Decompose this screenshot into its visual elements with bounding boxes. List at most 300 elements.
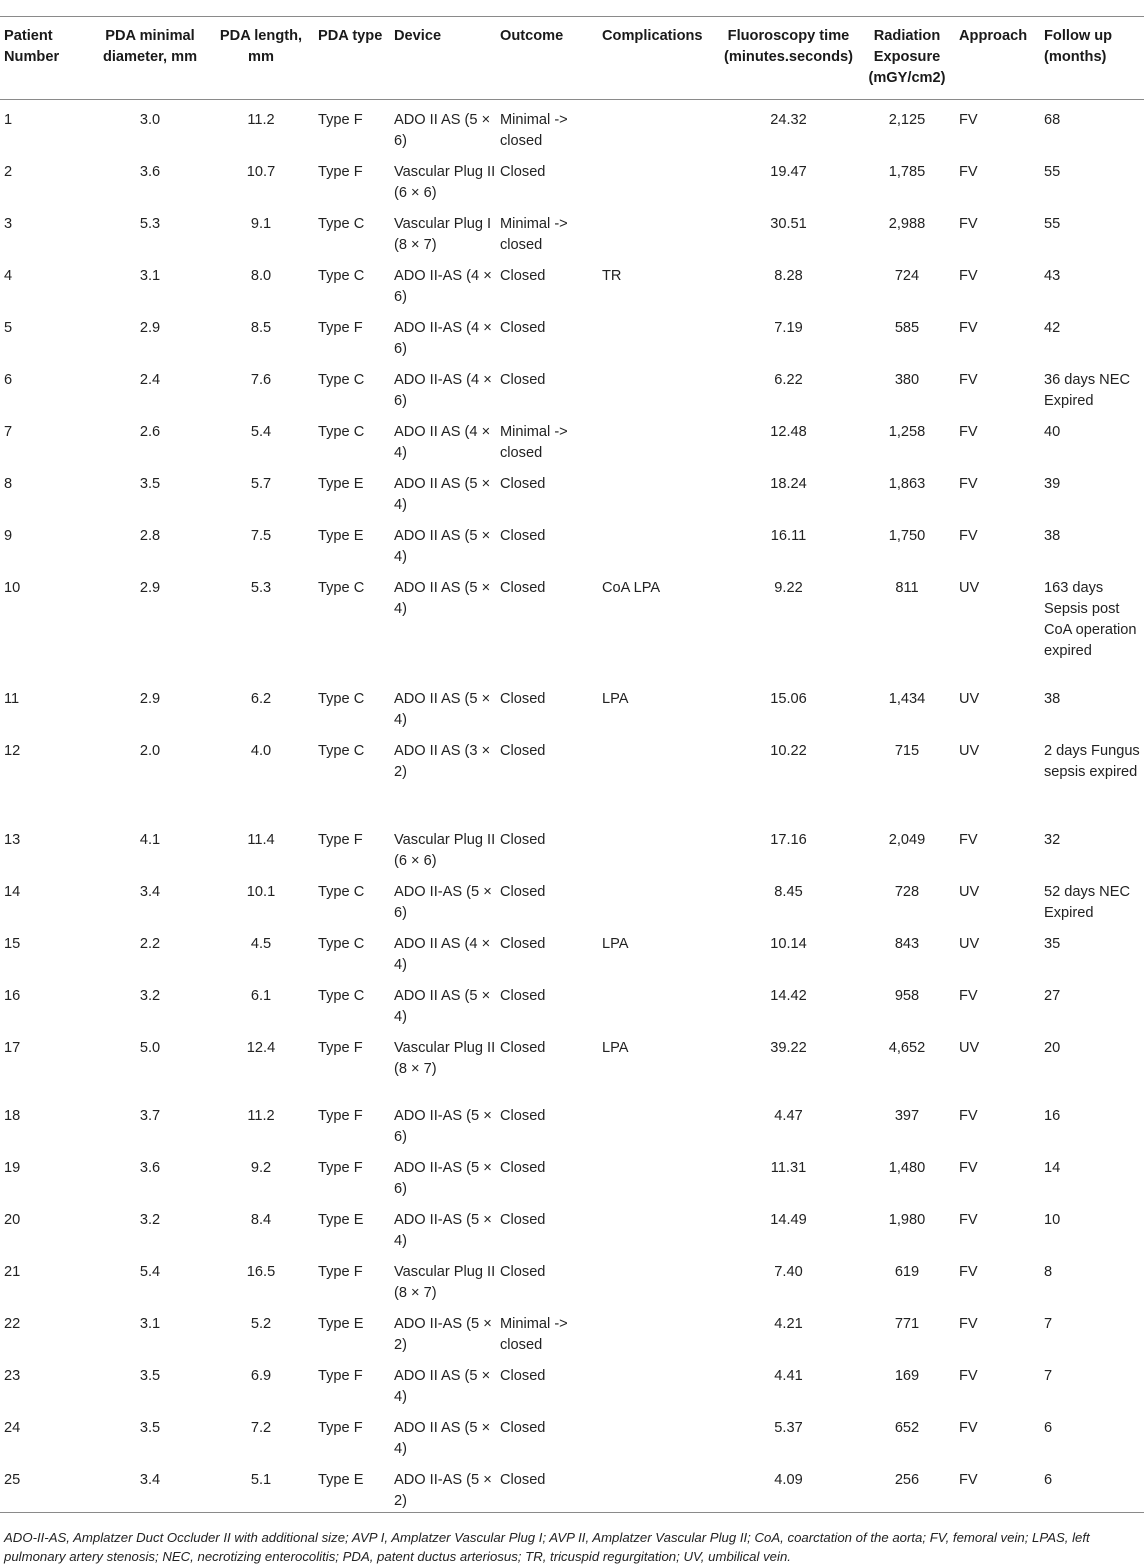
cell-outcome: Minimal -> closed <box>500 216 568 253</box>
cell-approach: FV <box>959 1367 978 1384</box>
cell-complications <box>598 1356 718 1408</box>
table-row <box>0 679 1144 731</box>
cell-outcome: Closed <box>496 1460 598 1513</box>
cell-fluoroscopy-time: 7.40 <box>774 1263 803 1280</box>
cell-fluoroscopy-time: 9.22 <box>774 580 803 596</box>
table-row <box>0 1096 1144 1148</box>
cell-fluoroscopy-time: 8.28 <box>774 268 803 284</box>
cell-radiation-exposure: 2,988 <box>888 216 926 232</box>
cell-approach: FV <box>959 1159 978 1176</box>
cell-device: ADO II AS (5 × 6) <box>394 112 491 149</box>
cell-pda-length: 5.1 <box>208 1460 314 1513</box>
cell-device: ADO II AS (5 × 4) <box>394 580 491 617</box>
cell-patient-number: 14 <box>4 883 21 900</box>
cell-patient-number: 11 <box>4 690 20 707</box>
cell-device: ADO II-AS (4 × 6) <box>394 320 492 357</box>
cell-fluoroscopy-time: 30.51 <box>770 216 807 232</box>
cell-patient-number: 2 <box>4 164 13 180</box>
cell-pda-type: Type E <box>318 528 364 544</box>
cell-patient-number: 21 <box>4 1263 21 1280</box>
cell-pda-min-diameter: 2.9 <box>139 690 161 707</box>
cell-pda-length: 6.9 <box>250 1367 272 1384</box>
cell-pda-length: 7.5 <box>250 528 272 544</box>
cell-pda-type: Type C <box>318 987 365 1004</box>
cell-pda-min-diameter: 3.5 <box>139 1367 161 1384</box>
cell-pda-min-diameter: 3.4 <box>139 883 161 900</box>
cell-approach: FV <box>959 268 978 284</box>
cell-follow-up: 20 <box>1044 1039 1061 1056</box>
cell-radiation-exposure: 2,125 <box>888 112 926 128</box>
header-radiation-exposure: Radiation Exposure (mGY/cm2) <box>859 17 955 100</box>
table-row <box>0 924 1144 976</box>
cell-complications <box>598 872 718 924</box>
cell-pda-length: 11.2 <box>247 112 275 128</box>
cell-outcome: Closed <box>500 1039 546 1056</box>
cell-patient-number: 5 <box>4 320 13 336</box>
cell-pda-min-diameter: 3.2 <box>139 987 161 1004</box>
cell-complications <box>598 308 718 360</box>
cell-radiation-exposure: 256 <box>859 1460 955 1513</box>
cell-pda-min-diameter: 3.1 <box>139 1315 161 1332</box>
cell-fluoroscopy-time: 19.47 <box>770 164 807 180</box>
cell-approach: UV <box>959 1039 980 1056</box>
cell-pda-type: Type C <box>318 216 365 232</box>
header-outcome: Outcome <box>496 17 598 100</box>
cell-pda-min-diameter: 2.0 <box>139 742 161 759</box>
cell-device: Vascular Plug II (6 × 6) <box>394 831 496 869</box>
cell-patient-number: 22 <box>4 1315 21 1332</box>
cell-complications: LPA <box>602 935 629 952</box>
cell-fluoroscopy-time: 4.09 <box>718 1460 859 1513</box>
cell-pda-min-diameter: 3.5 <box>139 476 161 492</box>
cell-radiation-exposure: 652 <box>894 1419 920 1436</box>
table-row <box>0 256 1144 308</box>
cell-approach: UV <box>959 883 980 900</box>
cell-fluoroscopy-time: 6.22 <box>774 372 803 388</box>
cell-pda-length: 5.2 <box>250 1315 272 1332</box>
cell-pda-min-diameter: 4.1 <box>139 831 161 848</box>
table-row <box>0 308 1144 360</box>
cell-approach: FV <box>959 112 978 128</box>
cell-approach: FV <box>959 216 978 232</box>
cell-pda-min-diameter: 2.8 <box>139 528 161 544</box>
cell-follow-up: 35 <box>1044 935 1061 952</box>
cell-pda-type: Type F <box>318 1159 363 1176</box>
table-row <box>0 464 1144 516</box>
cell-pda-min-diameter: 2.2 <box>139 935 161 952</box>
cell-pda-type: Type C <box>318 424 365 440</box>
cell-patient-number: 19 <box>4 1159 21 1176</box>
cell-approach: UV <box>959 690 980 707</box>
cell-pda-length: 11.4 <box>247 831 275 848</box>
cell-approach: FV <box>955 1460 1040 1513</box>
table-row <box>0 1252 1144 1304</box>
cell-complications <box>598 100 718 153</box>
cell-approach: FV <box>959 320 978 336</box>
cell-outcome: Closed <box>500 1159 546 1176</box>
cell-pda-min-diameter: 3.6 <box>139 164 161 180</box>
cell-approach: FV <box>959 987 978 1004</box>
cell-device: ADO II-AS (5 × 6) <box>394 883 492 921</box>
cell-fluoroscopy-time: 17.16 <box>770 831 807 848</box>
cell-fluoroscopy-time: 4.41 <box>774 1367 803 1384</box>
cell-pda-type: Type F <box>318 112 363 128</box>
cell-follow-up: 42 <box>1044 320 1061 336</box>
cell-complications: LPA <box>602 1039 629 1056</box>
cell-patient-number: 7 <box>4 424 13 440</box>
cell-pda-length: 16.5 <box>246 1263 276 1280</box>
cell-device: ADO II-AS (4 × 6) <box>394 268 492 305</box>
table-row <box>0 204 1144 256</box>
cell-radiation-exposure: 1,480 <box>888 1159 926 1176</box>
header-complications: Complications <box>598 17 718 100</box>
table-row <box>0 872 1144 924</box>
cell-radiation-exposure: 958 <box>894 987 920 1004</box>
cell-patient-number: 25 <box>0 1460 92 1513</box>
cell-fluoroscopy-time: 18.24 <box>770 476 807 492</box>
cell-pda-type: Type C <box>318 372 365 388</box>
cell-radiation-exposure: 724 <box>894 268 920 284</box>
cell-patient-number: 24 <box>4 1419 21 1436</box>
cell-patient-number: 17 <box>4 1039 21 1056</box>
cell-complications <box>598 1408 718 1460</box>
header-fluoroscopy-time: Fluoroscopy time (minutes.seconds) <box>718 17 859 100</box>
header-approach: Approach <box>955 17 1040 100</box>
cell-complications <box>598 1252 718 1304</box>
table-row <box>0 1460 1144 1513</box>
cell-fluoroscopy-time: 4.21 <box>774 1315 803 1332</box>
cell-pda-length: 11.2 <box>247 1107 275 1124</box>
cell-outcome: Closed <box>500 528 546 544</box>
cell-outcome: Closed <box>500 935 546 952</box>
cell-follow-up: 14 <box>1044 1159 1061 1176</box>
cell-pda-length: 8.4 <box>250 1211 272 1228</box>
cell-follow-up: 16 <box>1044 1107 1061 1124</box>
cell-patient-number: 10 <box>4 580 21 596</box>
cell-pda-type: Type E <box>318 1211 364 1228</box>
cell-radiation-exposure: 1,863 <box>888 476 926 492</box>
cell-patient-number: 12 <box>4 742 21 759</box>
cell-complications <box>598 204 718 256</box>
cell-follow-up: 6 <box>1044 1419 1053 1436</box>
cell-pda-length: 9.1 <box>250 216 272 232</box>
header-device: Device <box>390 17 496 100</box>
cell-pda-type: Type C <box>318 935 365 952</box>
table-body <box>0 100 1144 1513</box>
cell-outcome: Closed <box>500 320 546 336</box>
cell-device: Vascular Plug I (8 × 7) <box>394 216 492 253</box>
cell-outcome: Closed <box>500 372 546 388</box>
cell-device: ADO II AS (5 × 4) <box>394 987 491 1025</box>
cell-pda-length: 7.6 <box>250 372 272 388</box>
cell-device: ADO II AS (4 × 4) <box>394 935 491 973</box>
cell-radiation-exposure: 1,980 <box>888 1211 926 1228</box>
header-pda-length: PDA length, mm <box>208 17 314 100</box>
cell-outcome: Closed <box>500 476 546 492</box>
table-row <box>0 412 1144 464</box>
cell-outcome: Closed <box>500 1263 546 1280</box>
cell-follow-up: 55 <box>1044 216 1061 232</box>
cell-fluoroscopy-time: 7.19 <box>774 320 803 336</box>
cell-radiation-exposure: 2,049 <box>888 831 926 848</box>
table-row <box>0 976 1144 1028</box>
cell-pda-type: Type F <box>318 1367 363 1384</box>
cell-pda-type: Type F <box>318 1107 363 1124</box>
cell-approach: FV <box>959 476 978 492</box>
cell-device: ADO II-AS (5 × 6) <box>394 1107 492 1145</box>
cell-pda-type: Type C <box>318 883 365 900</box>
cell-follow-up: 6 <box>1040 1460 1144 1513</box>
cell-pda-min-diameter: 2.9 <box>139 320 161 336</box>
cell-complications <box>598 1096 718 1148</box>
cell-approach: UV <box>959 935 980 952</box>
cell-fluoroscopy-time: 5.37 <box>774 1419 803 1436</box>
cell-approach: FV <box>959 1419 978 1436</box>
cell-approach: FV <box>959 1211 978 1228</box>
cell-pda-type: Type C <box>318 690 365 707</box>
cell-approach: FV <box>959 424 978 440</box>
cell-pda-length: 5.3 <box>250 580 272 596</box>
cell-device: ADO II AS (5 × 4) <box>394 528 491 565</box>
cell-pda-length: 12.4 <box>246 1039 276 1056</box>
cell-follow-up: 10 <box>1044 1211 1061 1228</box>
cell-patient-number: 16 <box>4 987 21 1004</box>
cell-approach: FV <box>959 1263 978 1280</box>
table-row <box>0 568 1144 679</box>
footnote-row <box>0 1512 1144 1566</box>
cell-approach: UV <box>959 580 980 596</box>
cell-device: ADO II-AS (5 × 2) <box>394 1315 492 1353</box>
cell-patient-number: 13 <box>4 831 21 848</box>
cell-device: Vascular Plug II (8 × 7) <box>394 1039 496 1077</box>
cell-patient-number: 23 <box>4 1367 21 1384</box>
cell-pda-min-diameter: 2.6 <box>139 424 161 440</box>
cell-complications <box>598 1460 718 1513</box>
cell-device: ADO II-AS (4 × 6) <box>394 372 492 409</box>
table-row <box>0 1148 1144 1200</box>
cell-complications <box>598 976 718 1028</box>
cell-fluoroscopy-time: 11.31 <box>770 1159 807 1176</box>
cell-complications <box>598 412 718 464</box>
cell-radiation-exposure: 715 <box>894 742 920 759</box>
cell-device: ADO II-AS (5 × 2) <box>390 1460 496 1513</box>
header-follow-up: Follow up (months) <box>1040 17 1144 100</box>
cell-device: Vascular Plug II (8 × 7) <box>394 1263 496 1301</box>
cell-device: ADO II AS (5 × 4) <box>394 1367 491 1405</box>
cell-radiation-exposure: 1,785 <box>888 164 926 180</box>
table-row <box>0 516 1144 568</box>
cell-pda-min-diameter: 3.6 <box>139 1159 161 1176</box>
cell-follow-up: 7 <box>1044 1315 1053 1332</box>
table-row <box>0 100 1144 153</box>
cell-radiation-exposure: 619 <box>894 1263 920 1280</box>
cell-fluoroscopy-time: 14.42 <box>770 987 807 1004</box>
cell-pda-min-diameter: 2.4 <box>139 372 161 388</box>
cell-pda-length: 7.2 <box>250 1419 272 1436</box>
cell-complications: TR <box>602 268 622 284</box>
cell-approach: FV <box>959 1107 978 1124</box>
cell-fluoroscopy-time: 12.48 <box>770 424 807 440</box>
cell-outcome: Closed <box>500 1211 546 1228</box>
cell-fluoroscopy-time: 10.14 <box>770 935 807 952</box>
cell-pda-min-diameter: 3.4 <box>92 1460 208 1513</box>
patient-table <box>0 17 1144 1566</box>
table-row <box>0 1356 1144 1408</box>
cell-pda-length: 6.2 <box>250 690 272 707</box>
cell-radiation-exposure: 4,652 <box>888 1039 926 1056</box>
cell-fluoroscopy-time: 8.45 <box>774 883 803 900</box>
cell-approach: FV <box>959 528 978 544</box>
cell-radiation-exposure: 728 <box>894 883 920 900</box>
cell-complications <box>598 516 718 568</box>
cell-pda-type: Type F <box>318 831 363 848</box>
cell-radiation-exposure: 585 <box>894 320 920 336</box>
table-row <box>0 1028 1144 1096</box>
cell-complications <box>598 1304 718 1356</box>
cell-device: ADO II AS (5 × 4) <box>394 476 491 513</box>
cell-outcome: Closed <box>500 1419 546 1436</box>
cell-device: ADO II AS (4 × 4) <box>394 424 491 461</box>
table-row <box>0 731 1144 820</box>
cell-device: ADO II-AS (5 × 4) <box>394 1211 492 1249</box>
cell-fluoroscopy-time: 15.06 <box>770 690 807 707</box>
cell-device: ADO II-AS (5 × 6) <box>394 1159 492 1197</box>
cell-follow-up: 52 days NEC Expired <box>1044 883 1130 921</box>
cell-follow-up: 7 <box>1044 1367 1053 1384</box>
cell-fluoroscopy-time: 4.47 <box>774 1107 803 1124</box>
cell-outcome: Closed <box>500 690 546 707</box>
cell-follow-up: 39 <box>1044 476 1061 492</box>
cell-outcome: Closed <box>500 268 546 284</box>
cell-complications <box>598 360 718 412</box>
table-row <box>0 820 1144 872</box>
cell-device: Vascular Plug II (6 × 6) <box>394 164 496 201</box>
cell-patient-number: 15 <box>4 935 21 952</box>
cell-approach: FV <box>959 831 978 848</box>
cell-follow-up: 68 <box>1044 112 1061 128</box>
cell-complications <box>598 152 718 204</box>
cell-pda-min-diameter: 3.2 <box>139 1211 161 1228</box>
cell-pda-type: Type E <box>318 1315 364 1332</box>
cell-pda-length: 4.0 <box>250 742 272 759</box>
cell-complications <box>598 1200 718 1252</box>
cell-pda-length: 10.1 <box>246 883 276 900</box>
cell-follow-up: 43 <box>1044 268 1061 284</box>
cell-pda-type: Type E <box>314 1460 390 1513</box>
cell-pda-type: Type E <box>318 476 364 492</box>
cell-pda-length: 8.5 <box>250 320 272 336</box>
cell-radiation-exposure: 843 <box>894 935 920 952</box>
cell-follow-up: 55 <box>1044 164 1061 180</box>
cell-follow-up: 27 <box>1044 987 1061 1004</box>
cell-pda-type: Type C <box>318 268 365 284</box>
cell-pda-min-diameter: 5.4 <box>139 1263 161 1280</box>
cell-pda-type: Type F <box>318 164 363 180</box>
cell-approach: FV <box>959 164 978 180</box>
table-row <box>0 1200 1144 1252</box>
cell-pda-min-diameter: 3.7 <box>139 1107 161 1124</box>
cell-patient-number: 6 <box>4 372 13 388</box>
cell-outcome: Closed <box>500 1367 546 1384</box>
cell-patient-number: 8 <box>4 476 13 492</box>
cell-pda-length: 9.2 <box>250 1159 272 1176</box>
cell-pda-min-diameter: 3.0 <box>139 112 161 128</box>
cell-follow-up: 38 <box>1044 528 1061 544</box>
cell-pda-min-diameter: 3.5 <box>139 1419 161 1436</box>
cell-outcome: Closed <box>500 831 546 848</box>
cell-fluoroscopy-time: 10.22 <box>770 742 807 759</box>
cell-pda-length: 10.7 <box>246 164 276 180</box>
cell-complications: LPA <box>602 690 629 707</box>
cell-fluoroscopy-time: 14.49 <box>770 1211 807 1228</box>
cell-pda-type: Type C <box>318 580 365 596</box>
cell-pda-length: 4.5 <box>250 935 272 952</box>
cell-radiation-exposure: 1,750 <box>888 528 926 544</box>
cell-radiation-exposure: 397 <box>894 1107 920 1124</box>
table-row <box>0 152 1144 204</box>
cell-pda-type: Type C <box>318 742 365 759</box>
cell-outcome: Closed <box>500 164 546 180</box>
cell-radiation-exposure: 169 <box>894 1367 920 1384</box>
cell-outcome: Closed <box>500 883 546 900</box>
cell-follow-up: 40 <box>1044 424 1061 440</box>
table-row <box>0 360 1144 412</box>
cell-complications <box>598 464 718 516</box>
cell-patient-number: 3 <box>4 216 13 232</box>
cell-fluoroscopy-time: 39.22 <box>770 1039 807 1056</box>
cell-radiation-exposure: 1,258 <box>888 424 926 440</box>
cell-radiation-exposure: 380 <box>894 372 920 388</box>
cell-pda-min-diameter: 2.9 <box>139 580 161 596</box>
header-patient-number: Patient Number <box>0 17 92 100</box>
cell-follow-up: 36 days NEC Expired <box>1044 372 1130 409</box>
cell-outcome: Closed <box>500 987 546 1004</box>
cell-patient-number: 4 <box>4 268 13 284</box>
table-row <box>0 1304 1144 1356</box>
cell-pda-min-diameter: 3.1 <box>139 268 161 284</box>
table-footnote: ADO-II-AS, Amplatzer Duct Occluder II with additional size; AVP I, Amplatzer Vascular Plug I; AVP II, Amplatzer Vascular Plug II; CoA, coarctation of the aorta; FV, femoral vein; LPAS, left pulmonary artery stenosis; NEC, necrotizing enterocolitis; PDA, patent ductus arteriosus; TR, tricuspid regurgitation; UV, umbilical vein. <box>4 1529 1090 1564</box>
table-row <box>0 1408 1144 1460</box>
cell-fluoroscopy-time: 24.32 <box>770 112 807 128</box>
cell-complications <box>598 820 718 872</box>
cell-device: ADO II AS (5 × 4) <box>394 1419 491 1457</box>
cell-patient-number: 20 <box>4 1211 21 1228</box>
cell-complications: CoA LPA <box>602 580 661 596</box>
cell-radiation-exposure: 1,434 <box>888 690 926 707</box>
cell-follow-up: 32 <box>1044 831 1061 848</box>
cell-radiation-exposure: 811 <box>895 580 919 596</box>
cell-outcome: Minimal -> closed <box>500 424 568 461</box>
cell-complications <box>598 731 718 820</box>
cell-outcome: Minimal -> closed <box>500 112 568 149</box>
cell-device: ADO II AS (3 × 2) <box>394 742 491 780</box>
cell-radiation-exposure: 771 <box>894 1315 920 1332</box>
cell-pda-min-diameter: 5.0 <box>139 1039 161 1056</box>
cell-outcome: Minimal -> closed <box>500 1315 568 1353</box>
cell-complications <box>598 1148 718 1200</box>
cell-patient-number: 1 <box>4 112 13 128</box>
cell-device: ADO II AS (5 × 4) <box>394 690 491 728</box>
cell-pda-min-diameter: 5.3 <box>139 216 161 232</box>
cell-outcome: Closed <box>500 580 546 596</box>
header-pda-min-diameter: PDA minimal diameter, mm <box>92 17 208 100</box>
cell-pda-length: 6.1 <box>250 987 272 1004</box>
header-row <box>0 17 1144 100</box>
cell-approach: FV <box>959 372 978 388</box>
cell-follow-up: 2 days Fungus sepsis expired <box>1044 742 1140 780</box>
cell-patient-number: 18 <box>4 1107 21 1124</box>
cell-pda-type: Type F <box>318 1039 363 1056</box>
